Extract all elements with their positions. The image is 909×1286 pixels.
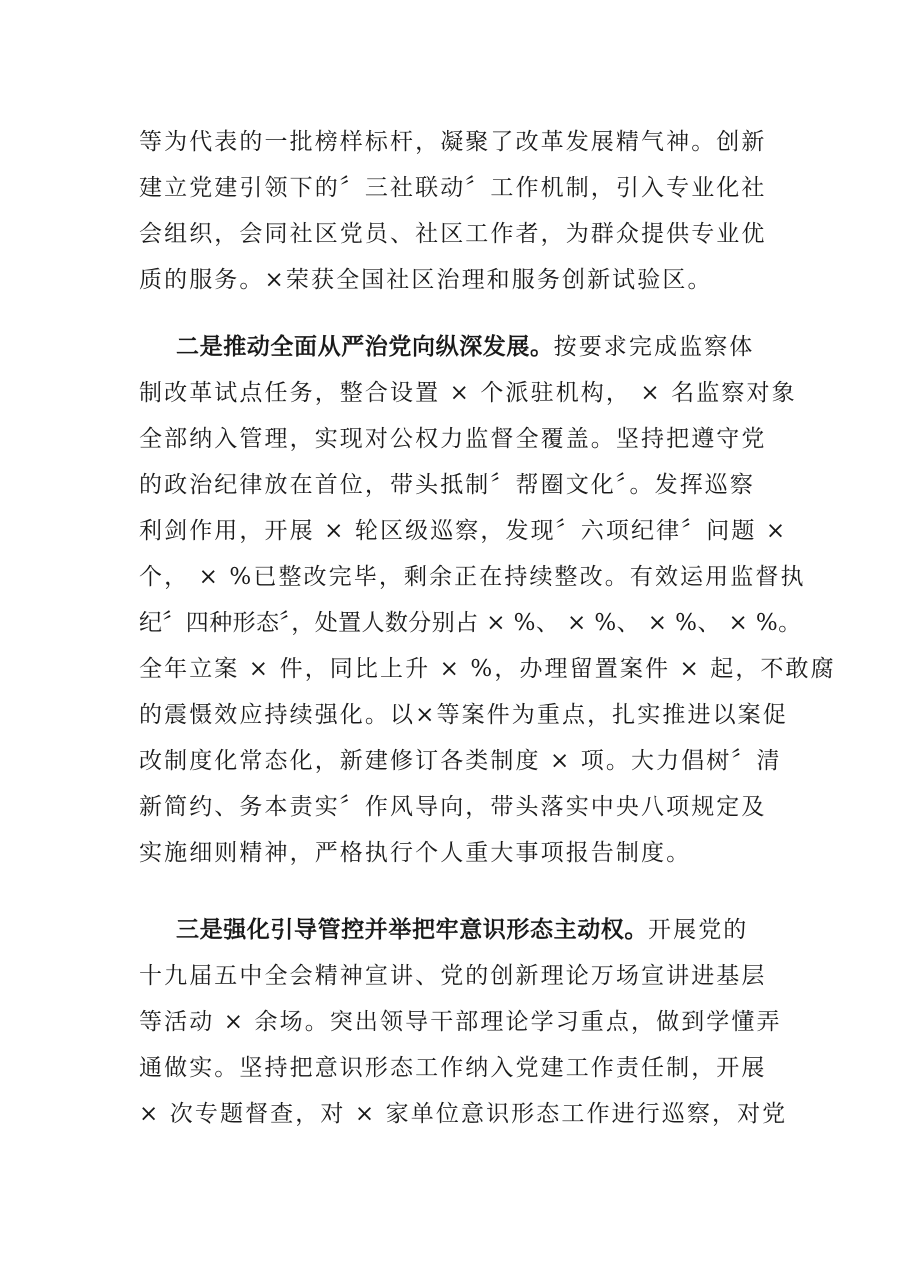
text-line: × 次专题督查，对 × 家单位意识形态工作进行巡察，对党 [139,1101,788,1127]
text-line: 新简约、务本责实〞作风导向，带头落实中央八项规定及 [139,794,767,820]
text-line: 实施细则精神，严格执行个人重大事项报告制度。 [139,840,692,866]
text-line: 制改革试点任务，整合设置 × 个派驻机构， × 名监察对象 [139,380,797,406]
text-line: 全年立案 × 件，同比上升 × %，办理留置案件 × 起，不敢腐 [139,656,836,682]
text-line: 利剑作用，开展 × 轮区级巡察，发现〞六项纪律〞问题 × [139,518,788,544]
text-line: 改制度化常态化，新建修订各类制度 × 项。大力倡树〞清 [139,748,782,774]
text-line: 建立党建引领下的〞三社联动〞工作机制，引入专业化社 [139,175,767,201]
text-line: 质的服务。×荣获全国社区治理和服务创新试验区。 [139,267,713,293]
text-line: 通做实。坚持把意识形态工作纳入党建工作责任制，开展 [139,1055,767,1081]
text-line: 等活动 × 余场。突出领导干部理论学习重点，做到学懂弄 [139,1009,782,1035]
section-heading: 三是强化引导管控并举把牢意识形态主动权。 [176,917,648,943]
paragraph-first-line [176,327,779,367]
text-line: 等为代表的一批榜样标杆，凝聚了改革发展精气神。创新 [139,129,767,155]
text-line: 纪〞四种形态〞，处置人数分别占 × %、 × %、 × %、 × %。 [139,610,802,636]
text-line: 的政治纪律放在首位，带头抵制〞帮圈文化〞。发挥巡察 [139,472,755,498]
paragraph-first-line [176,910,779,950]
section-heading: 二是推动全面从严治党向纵深发展。 [176,334,554,360]
text-line: 会组织，会同社区党员、社区工作者，为群众提供专业优 [139,221,767,247]
text-line: 全部纳入管理，实现对公权力监督全覆盖。坚持把遵守党 [139,426,767,452]
text-span: 开展党的 [648,917,749,943]
text-line: 个， × %已整改完毕，剩余正在持续整改。有效运用监督执 [139,564,806,590]
text-line: 十九届五中全会精神宣讲、党的创新理论万场宣讲进基层 [139,963,767,989]
text-span: 按要求完成监察体 [553,334,755,360]
text-line: 的震慑效应持续强化。以×等案件为重点，扎实推进以案促 [139,702,788,728]
